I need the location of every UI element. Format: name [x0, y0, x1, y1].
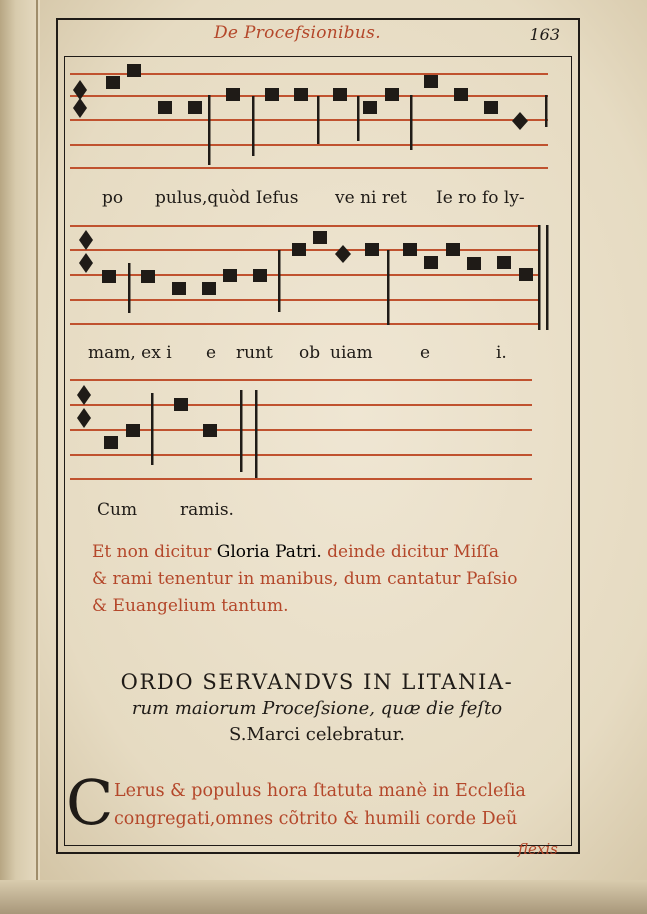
rubric-incipit: Gloria Patri. [216, 542, 322, 562]
heading-line: S.Marci celebratur. [229, 724, 405, 745]
catchword: flexis [518, 840, 558, 858]
rubric-line: & Euangelium tantum. [92, 596, 289, 616]
lyric-syllable: pulus,quòd Iefus [155, 188, 299, 208]
lyric-syllable: uiam [330, 343, 373, 363]
lyric-syllable: e [420, 343, 431, 363]
running-title: De Procefsionibus. [214, 23, 381, 43]
body-line: congregati,omnes cõtrito & humili corde Deũ [114, 809, 518, 829]
rubric-line [92, 539, 499, 566]
lyric-syllable: i. [496, 343, 507, 363]
lyric-syllable: Ie ro fo ly- [436, 188, 525, 208]
page-number: 163 [529, 25, 560, 44]
lyric-syllable: runt [236, 343, 273, 363]
rubric-text-red: Et non dicitur [92, 542, 212, 562]
lyric-syllable: ve ni ret [335, 188, 407, 208]
lyric-syllable: ramis. [180, 500, 234, 520]
heading-line: rum maiorum Proceſsione, quæ die feſto [131, 698, 503, 719]
lyric-syllable: mam, ex i [88, 343, 172, 363]
section-heading [68, 668, 566, 748]
body-line: Lerus & populus hora ſtatuta manè in Eccleſia [114, 781, 526, 801]
drop-capital: C [66, 766, 114, 839]
lyric-syllable: Cum [97, 500, 138, 520]
lyric-syllable: ob [299, 343, 321, 363]
staff-1 [70, 74, 548, 168]
rubric-line: & rami tenentur in manibus, dum cantatur Paſsio [92, 569, 518, 589]
staff-2 [70, 226, 540, 324]
lyric-syllable: po [102, 188, 124, 208]
notes [73, 64, 549, 478]
heading-line: ORDO SERVANDVS IN LITANIA- [120, 670, 514, 694]
lyric-syllable: e [206, 343, 217, 363]
rubric-text-red: deinde dicitur Miſſa [327, 542, 499, 562]
